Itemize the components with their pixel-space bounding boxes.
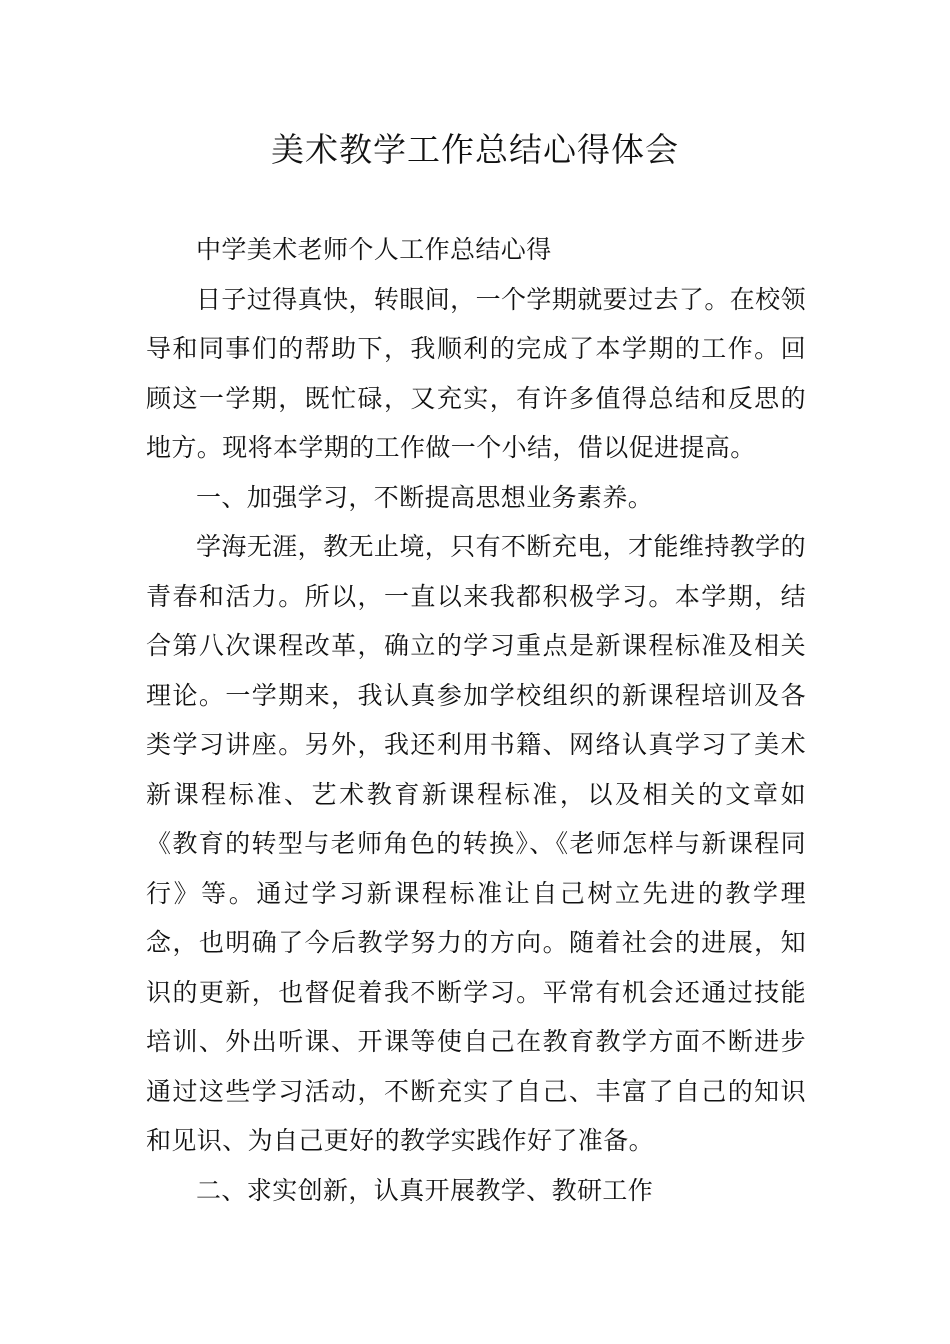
section-heading-1: 一、加强学习，不断提高思想业务素养。: [196, 482, 654, 512]
section-heading-2: 二、求实创新，认真开展教学、教研工作: [196, 1175, 654, 1205]
paragraph-study: 学海无涯，教无止境，只有不断充电，才能维持教学的青春和活力。所以，一直以来我都积极学习。本学期，结合第八次课程改革，确立的学习重点是新课程标准及相关理论。一学期来，我认真参加学校组织的新课程培训及各类学习讲座。另外，我还利用书籍、网络认真学习了美术新课程标准、艺术教育新课程标准，以及相关的文章如《教育的转型与老师角色的转换》、《老师怎样与新课程同行》等。通过学习新课程标准让自己树立先进的教学理念，也明确了今后教学努力的方向。随着社会的进展，知识的更新，也督促着我不断学习。平常有机会还通过技能培训、外出听课、开课等使自己在教育教学方面不断进步通过这些学习活动，不断充实了自己、丰富了自己的知识和见识、为自己更好的教学实践作好了准备。: [146, 532, 806, 1155]
paragraph-intro: 日子过得真快，转眼间，一个学期就要过去了。在校领导和同事们的帮助下，我顺利的完成了本学期的工作。回顾这一学期，既忙碌，又充实，有许多值得总结和反思的地方。现将本学期的工作做一个小结，借以促进提高。: [146, 284, 806, 462]
paragraph-subtitle: 中学美术老师个人工作总结心得: [196, 235, 552, 264]
document-body: [146, 225, 806, 1215]
document-title: 美术教学工作总结心得体会: [271, 130, 679, 169]
